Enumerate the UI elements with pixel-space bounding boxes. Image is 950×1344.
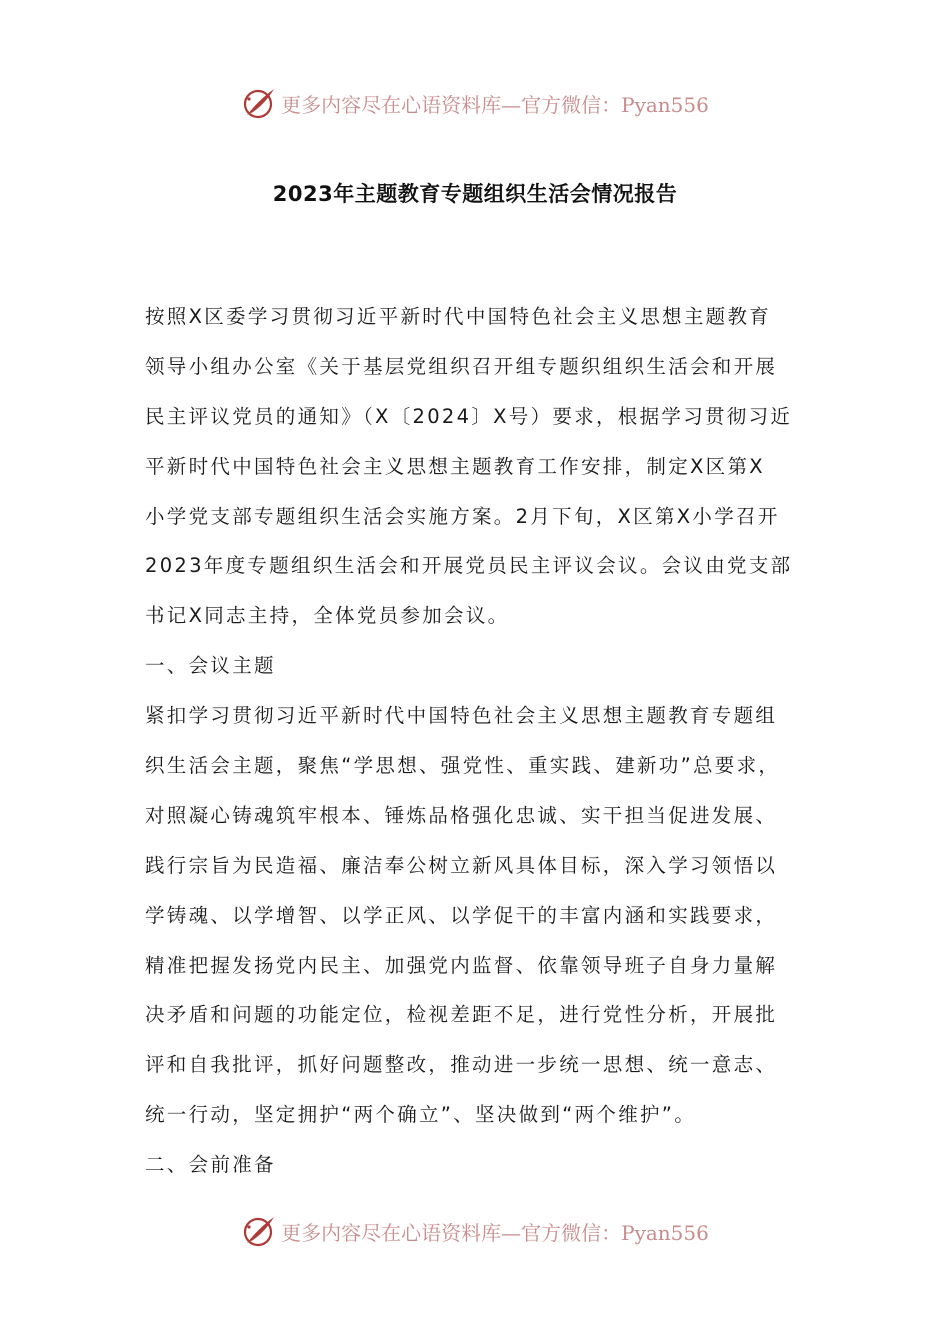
body-line: 学铸魂、以学增智、以学正风、以学促干的丰富内涵和实践要求， <box>145 903 778 927</box>
quill-logo-icon <box>241 85 277 121</box>
body-line: 紧扣学习贯彻习近平新时代中国特色社会主义思想主题教育专题组 <box>145 704 778 728</box>
watermark-group <box>241 85 709 121</box>
document-body <box>145 292 810 1190</box>
watermark-header <box>0 83 950 123</box>
body-line: 小学党支部专题组织生活会实施方案。2月下旬，X区第X小学召开 <box>145 504 780 528</box>
body-line: 织生活会主题，聚焦“学思想、强党性、重实践、建新功”总要求， <box>145 754 781 778</box>
body-line: 按照X区委学习贯彻习近平新时代中国特色社会主义思想主题教育 <box>145 305 772 328</box>
body-line: 领导小组办公室《关于基层党组织召开组专题织组织生活会和开展 <box>145 354 778 378</box>
watermark-group <box>241 1213 709 1249</box>
body-line: 践行宗旨为民造福、廉洁奉公树立新风具体目标，深入学习领悟以 <box>145 853 778 877</box>
body-line: 平新时代中国特色社会主义思想主题教育工作安排，制定X区第X <box>145 454 765 478</box>
watermark-text: 更多内容尽在心语资料库—官方微信：Pyan556 <box>281 1220 709 1245</box>
quill-logo-icon <box>241 1213 277 1249</box>
body-line: 2023年度专题组织生活会和开展党员民主评议会议。会议由党支部 <box>145 554 793 578</box>
body-line: 民主评议党员的通知》（X〔2024〕X号）要求，根据学习贯彻习近 <box>145 404 793 428</box>
watermark-footer <box>0 1211 950 1251</box>
body-line: 评和自我批评，抓好问题整改，推动进一步统一思想、统一意志、 <box>145 1053 778 1077</box>
body-line: 决矛盾和问题的功能定位，检视差距不足，进行党性分析，开展批 <box>145 1003 778 1027</box>
section-heading-preparation: 二、会前准备 <box>145 1153 276 1177</box>
watermark-text: 更多内容尽在心语资料库—官方微信：Pyan556 <box>281 92 709 117</box>
body-line: 对照凝心铸魂筑牢根本、锤炼品格强化忠诚、实干担当促进发展、 <box>145 803 778 827</box>
section-heading-meeting-theme: 一、会议主题 <box>145 654 276 678</box>
body-line: 书记X同志主持，全体党员参加会议。 <box>145 604 510 628</box>
document-title: 2023年主题教育专题组织生活会情况报告 <box>272 182 678 206</box>
body-line: 精准把握发扬党内民主、加强党内监督、依靠领导班子自身力量解 <box>145 953 778 977</box>
body-line: 统一行动，坚定拥护“两个确立”、坚决做到“两个维护”。 <box>145 1103 697 1127</box>
